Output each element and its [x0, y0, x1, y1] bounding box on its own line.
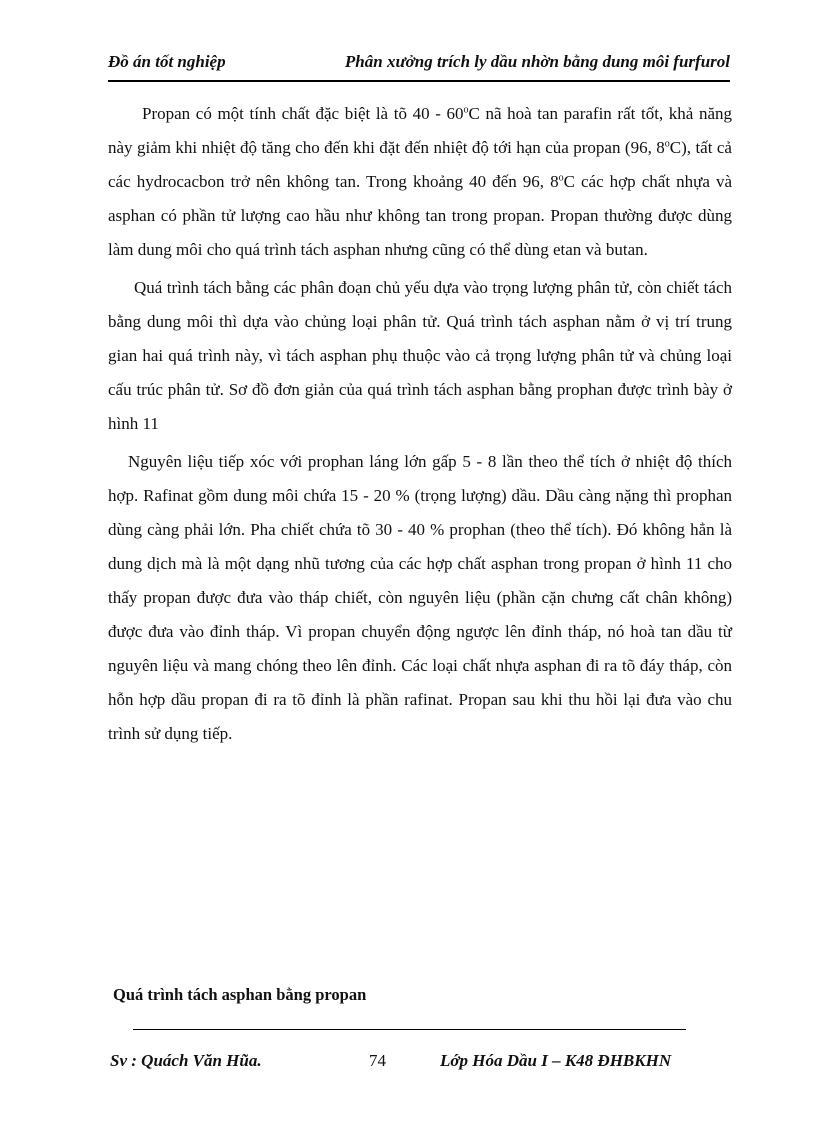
body-text — [108, 97, 732, 755]
footer-divider — [133, 1029, 686, 1030]
page-header — [108, 52, 730, 82]
footer-class: Lớp Hóa Dầu I – K48 ĐHBKHN — [440, 1051, 672, 1070]
paragraph-2: Quá trình tách bằng các phân đoạn chủ yếu dựa vào trọng lượng phân tử, còn chiết tách bằng dung môi thì dựa vào chủng loại phân tử. Quá trình tách asphan nằm ở vị trí trung gian hai quá trình này, vì tách asphan phụ thuộc vào cả trọng lượng phân tử và chủng loại cấu trúc phân tử. Sơ đồ đơn giản của quá trình tách asphan bằng prophan được trình bày ở hình 11 — [108, 278, 732, 433]
figure-caption: Quá trình tách asphan bằng propan — [113, 985, 367, 1004]
paragraph-3: Nguyên liệu tiếp xóc với prophan láng lớn gấp 5 - 8 lần theo thể tích ở nhiệt độ thích hợp. Rafinat gồm dung môi chứa 15 - 20 % (trọng lượng) dầu. Dầu càng nặng thì prophan dùng càng phải lớn. Pha chiết chứa tõ 30 - 40 % prophan (theo thể tích). Đó không hẳn là dung dịch mà là một dạng nhũ tương của các hợp chất asphan trong propan ở hình 11 cho thấy propan được đưa vào tháp chiết, còn nguyên liệu (phần cặn chưng cất chân không) được đưa vào đỉnh tháp. Vì propan chuyển động ngược lên đỉnh tháp, nó hoà tan dầu từ nguyên liệu và mang chóng theo lên đỉnh. Các loại chất nhựa asphan đi ra tõ đáy tháp, còn hỗn hợp dầu propan đi ra tõ đỉnh là phần rafinat. Propan sau khi thu hồi lại đưa vào chu trình sử dụng tiếp. — [108, 452, 732, 743]
header-title-right: Phân xưởng trích ly dầu nhờn bằng dung môi furfurol — [344, 52, 730, 71]
header-title-left: Đồ án tốt nghiệp — [108, 52, 226, 71]
footer-student: Sv : Quách Văn Hũa. — [110, 1051, 262, 1070]
paragraph-1: Propan có một tính chất đặc biệt là tõ 40 - 60$^o$C nã hoà tan parafin rất tốt, khả năng này giảm khi nhiệt độ tăng cho đến khi đặt đến nhiệt độ tới hạn của propan (96, 8$^o$C), tất cả các hydrocacbon trở nên không tan. Trong khoảng 40 đến 96, 8$^o$C các hợp chất nhựa và asphan có phần tử lượng cao hầu như không tan trong propan. Propan thường được dùng làm dung môi cho quá trình tách asphan nhưng cũng có thể dùng etan và butan. — [108, 104, 732, 259]
page-number: 74 — [369, 1051, 386, 1070]
